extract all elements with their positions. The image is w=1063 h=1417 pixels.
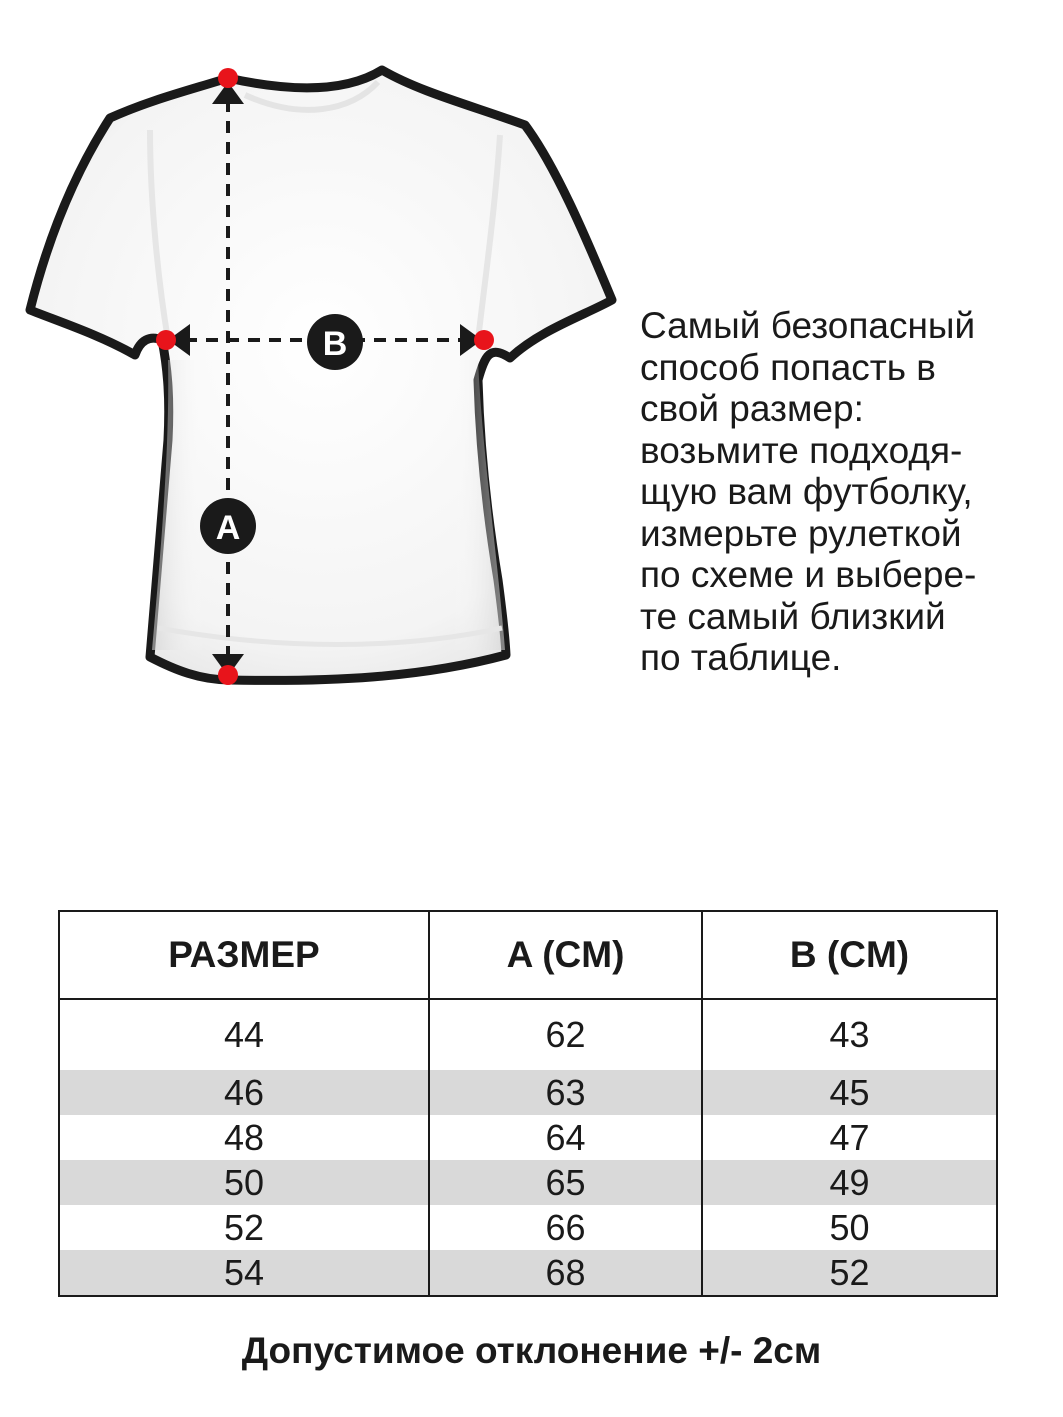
cell-size: 52: [59, 1205, 429, 1250]
measure-a-dot-top: [218, 68, 238, 88]
advice-line: по таблице.: [640, 637, 842, 678]
table-row: [59, 1205, 997, 1250]
measure-b-dot-left: [156, 330, 176, 350]
cell-a: 62: [429, 999, 702, 1070]
cell-b: 50: [702, 1205, 997, 1250]
header-size: РАЗМЕР: [59, 911, 429, 999]
table-row: [59, 1250, 997, 1296]
cell-size: 46: [59, 1070, 429, 1115]
advice-line: способ попасть в: [640, 346, 936, 388]
cell-size: 48: [59, 1115, 429, 1160]
marker-b-label: B: [322, 325, 348, 363]
cell-b: 52: [702, 1250, 997, 1296]
cell-a: 63: [429, 1070, 702, 1115]
header-b-cm: B (CM): [702, 911, 997, 999]
cell-size: 50: [59, 1160, 429, 1205]
cell-a: 64: [429, 1115, 702, 1160]
table-header-row: [59, 911, 997, 999]
cell-b: 43: [702, 999, 997, 1070]
cell-b: 47: [702, 1115, 997, 1160]
advice-line: по схеме и выбере-: [640, 554, 977, 595]
cell-a: 66: [429, 1205, 702, 1250]
advice-line: Самый безопасный: [640, 305, 976, 346]
table-row: [59, 999, 997, 1070]
cell-b: 49: [702, 1160, 997, 1205]
advice-line: возьмите подходя-: [640, 429, 963, 471]
cell-a: 68: [429, 1250, 702, 1296]
tshirt-measurement-diagram: [0, 0, 640, 720]
tshirt-body-shading: [152, 360, 505, 650]
advice-line: щую вам футболку,: [640, 471, 973, 512]
size-table: [58, 910, 998, 1297]
marker-a-label: A: [215, 509, 241, 547]
measure-a-dot-bottom: [218, 665, 238, 685]
advice-line: свой размер:: [640, 388, 864, 429]
cell-b: 45: [702, 1070, 997, 1115]
tolerance-note: Допустимое отклонение +/- 2см: [241, 1330, 822, 1371]
measure-b-dot-right: [474, 330, 494, 350]
table-row: [59, 1160, 997, 1205]
cell-a: 65: [429, 1160, 702, 1205]
header-a-cm: A (CM): [429, 911, 702, 999]
cell-size: 54: [59, 1250, 429, 1296]
table-row: [59, 1115, 997, 1160]
advice-line: измерьте рулеткой: [640, 512, 962, 554]
measurement-advice: [640, 305, 1040, 679]
table-row: [59, 1070, 997, 1115]
cell-size: 44: [59, 999, 429, 1070]
advice-line: те самый близкий: [640, 595, 946, 637]
